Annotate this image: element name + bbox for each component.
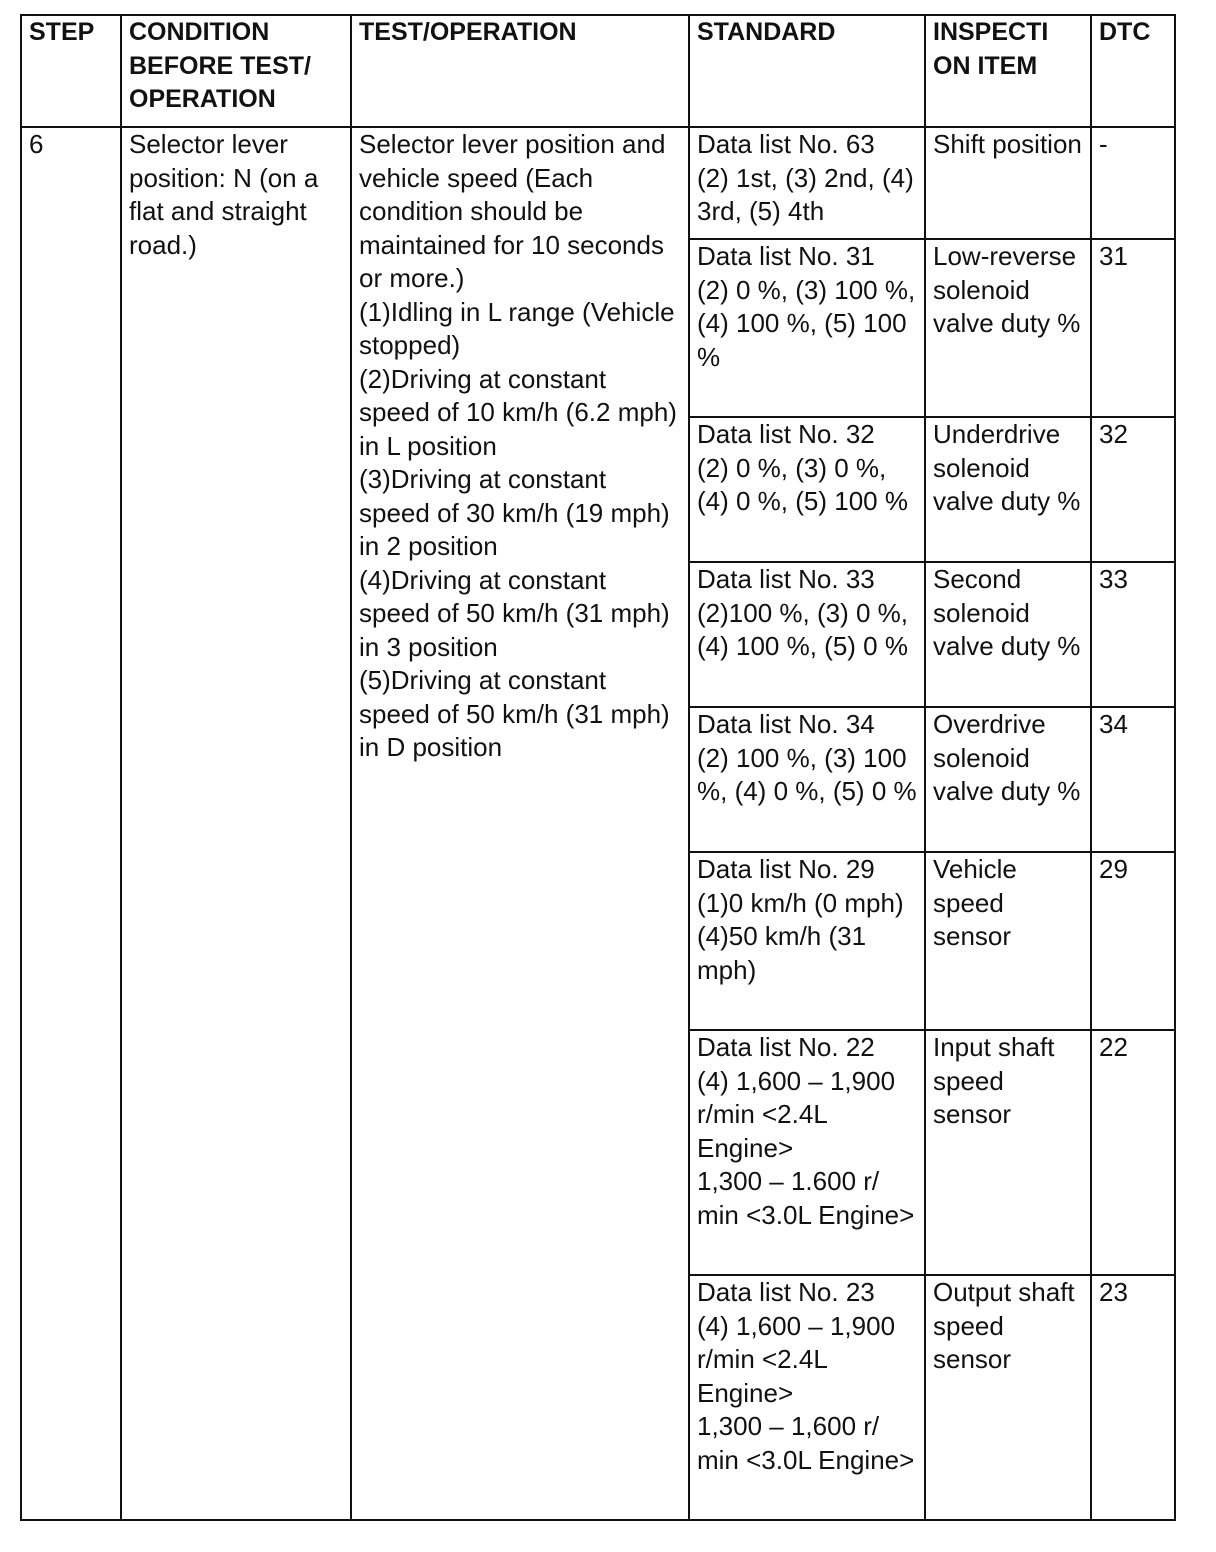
condition-cell <box>121 127 351 1520</box>
test-operation-cell <box>351 127 689 1520</box>
dtc-code: 23 <box>1099 1277 1128 1307</box>
dtc-cell <box>1091 239 1175 417</box>
standard-cell <box>689 852 925 1030</box>
dtc-cell <box>1091 562 1175 707</box>
standard-text: Data list No. 33 (2)100 %, (3) 0 %, (4) 100 %, (5) 0 % <box>697 564 908 661</box>
dtc-code: 33 <box>1099 564 1128 594</box>
dtc-cell <box>1091 707 1175 852</box>
standard-text: Data list No. 34 (2) 100 %, (3) 100 %, (4) 0 %, (5) 0 % <box>697 709 917 806</box>
header-row <box>21 15 1175 127</box>
header-step: STEP <box>21 15 121 127</box>
dtc-cell <box>1091 852 1175 1030</box>
dtc-code: 34 <box>1099 709 1128 739</box>
dtc-code: 29 <box>1099 854 1128 884</box>
inspection-item-text: Underdrive solenoid valve duty % <box>933 419 1081 516</box>
dtc-code: 32 <box>1099 419 1128 449</box>
standard-cell <box>689 127 925 239</box>
inspection-item-cell <box>925 852 1091 1030</box>
header-dtc: DTC <box>1091 15 1175 127</box>
inspection-item-cell <box>925 562 1091 707</box>
standard-text: Data list No. 22 (4) 1,600 – 1,900 r/min <2.4L Engine> 1,300 – 1.600 r/ min <3.0L Engine> <box>697 1032 915 1230</box>
inspection-item-cell <box>925 417 1091 562</box>
standard-cell <box>689 1030 925 1275</box>
inspection-table <box>20 14 1176 1521</box>
dtc-cell <box>1091 127 1175 239</box>
standard-text: Data list No. 29 (1)0 km/h (0 mph) (4)50 km/h (31 mph) <box>697 854 904 985</box>
inspection-item-cell <box>925 239 1091 417</box>
inspection-item-text: Second solenoid valve duty % <box>933 564 1081 661</box>
dtc-cell <box>1091 1275 1175 1520</box>
inspection-item-text: Input shaft speed sensor <box>933 1032 1055 1129</box>
inspection-item-text: Low-reverse solenoid valve duty % <box>933 241 1081 338</box>
step-number: 6 <box>29 129 44 159</box>
standard-text: Data list No. 31 (2) 0 %, (3) 100 %, (4) 100 %, (5) 100 % <box>697 241 916 372</box>
test-operation-text: Selector lever position and vehicle speed (Each condition should be maintained for 10 seconds or more.) (1)Idling in L range (Vehicle stopped) (2)Driving at constant speed of 10 km/h (6.2 mph) in L position (3)Driving at constant speed of 30 km/h (19 mph) in 2 position (4)Driving at constant speed of 50 km/h (31 mph) in 3 position (5)Driving at constant speed of 50 km/h (31 mph) in D position <box>359 129 677 762</box>
inspection-item-cell <box>925 1030 1091 1275</box>
standard-cell <box>689 239 925 417</box>
header-standard: STANDARD <box>689 15 925 127</box>
standard-text: Data list No. 32 (2) 0 %, (3) 0 %, (4) 0 %, (5) 100 % <box>697 419 908 516</box>
inspection-item-text: Vehicle speed sensor <box>933 854 1017 951</box>
table-row <box>21 127 1175 239</box>
inspection-item-cell <box>925 707 1091 852</box>
condition-text: Selector lever position: N (on a flat and straight road.) <box>129 129 319 260</box>
inspection-item-text: Overdrive solenoid valve duty % <box>933 709 1081 806</box>
dtc-cell <box>1091 1030 1175 1275</box>
standard-cell <box>689 1275 925 1520</box>
inspection-item-text: Output shaft speed sensor <box>933 1277 1075 1374</box>
table-header <box>21 15 1175 127</box>
step-cell <box>21 127 121 1520</box>
inspection-item-text: Shift position <box>933 129 1082 159</box>
standard-text: Data list No. 23 (4) 1,600 – 1,900 r/min <2.4L Engine> 1,300 – 1,600 r/ min <3.0L Engine> <box>697 1277 915 1475</box>
inspection-item-cell <box>925 127 1091 239</box>
dtc-cell <box>1091 417 1175 562</box>
inspection-item-cell <box>925 1275 1091 1520</box>
standard-cell <box>689 417 925 562</box>
standard-text: Data list No. 63 (2) 1st, (3) 2nd, (4) 3rd, (5) 4th <box>697 129 914 226</box>
dtc-code: 31 <box>1099 241 1128 271</box>
header-inspection-item: INSPECTI ON ITEM <box>925 15 1091 127</box>
standard-cell <box>689 562 925 707</box>
table-body <box>21 127 1175 1520</box>
dtc-code: 22 <box>1099 1032 1128 1062</box>
header-test-operation: TEST/OPERATION <box>351 15 689 127</box>
header-condition: CONDITION BEFORE TEST/ OPERATION <box>121 15 351 127</box>
dtc-code: - <box>1099 129 1108 159</box>
standard-cell <box>689 707 925 852</box>
